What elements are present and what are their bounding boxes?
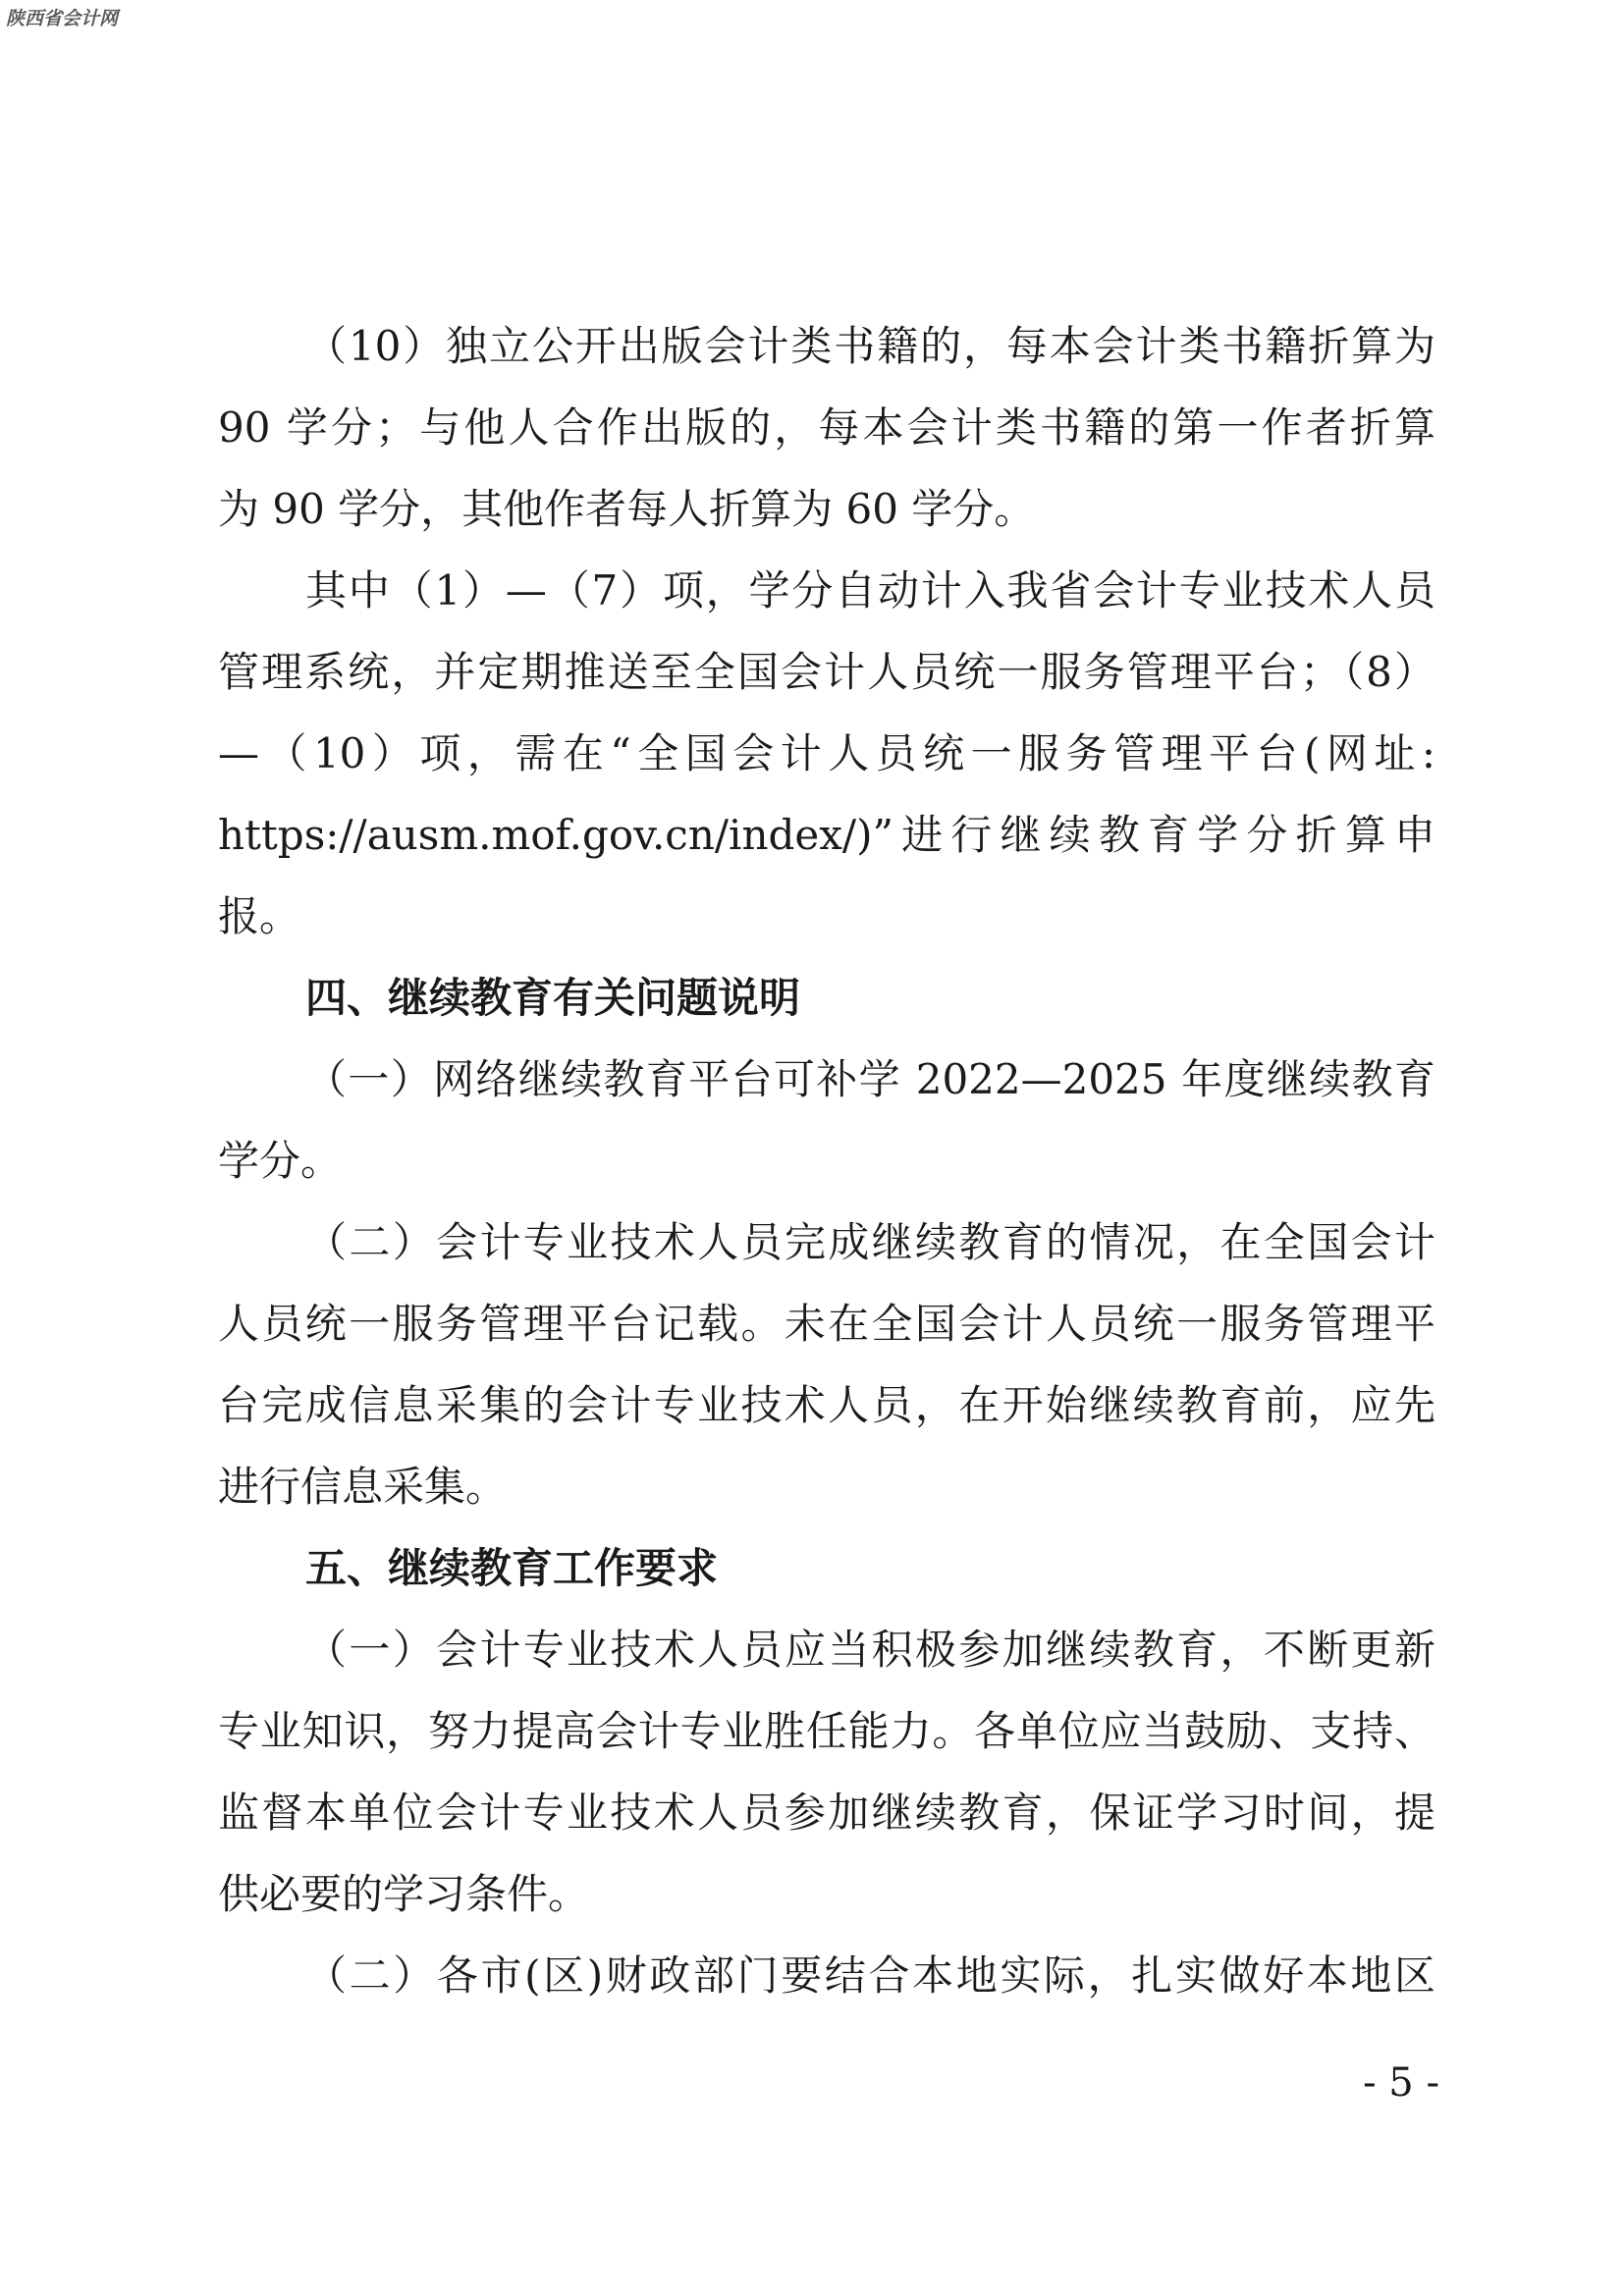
text-line: 专业知识，努力提高会计专业胜任能力。各单位应当鼓励、支持、 [218,1707,1435,1755]
section-four-item-2 [218,1201,1435,1527]
text-line: 管理系统，并定期推送至全国会计人员统一服务管理平台；（8） [218,648,1435,696]
text-line: 监督本单位会计专业技术人员参加继续教育，保证学习时间，提 [218,1789,1435,1837]
section-heading: 五、继续教育工作要求 [305,1544,719,1592]
text-line: 其中（1）—（7）项，学分自动计入我省会计专业技术人员 [305,566,1435,614]
text-line: （一）会计专业技术人员应当积极参加继续教育，不断更新 [305,1626,1435,1674]
text-line: https://ausm.mof.gov.cn/index/)”进行继续教育学分折算申 [218,811,1435,859]
text-line: —（10）项，需在“全国会计人员统一服务管理平台(网址: [218,729,1435,777]
text-line: （二）各市(区)财政部门要结合本地实际，扎实做好本地区 [305,1951,1435,2000]
text-line: 为 90 学分，其他作者每人折算为 60 学分。 [218,485,1036,533]
text-line: （一）网络继续教育平台可补学 2022—2025 年度继续教育 [305,1055,1435,1103]
section-five [218,1527,1435,2016]
section-four-item-1 [218,1039,1435,1201]
paragraph-credit-note [218,550,1435,957]
page-number: - 5 - [1363,2060,1439,2106]
section-heading: 四、继续教育有关问题说明 [305,974,801,1022]
text-line: 报。 [218,892,301,940]
section-four [218,957,1435,1527]
text-line: 台完成信息采集的会计专业技术人员，在开始继续教育前，应先 [218,1381,1435,1429]
section-five-item-2 [218,1935,1435,2016]
text-line: 学分。 [218,1137,343,1185]
section-five-item-1 [218,1609,1435,1935]
text-line: （二）会计专业技术人员完成继续教育的情况，在全国会计 [305,1218,1435,1266]
site-watermark: 陕西省会计网 [6,8,119,29]
text-line: 人员统一服务管理平台记载。未在全国会计人员统一服务管理平 [218,1300,1435,1348]
document-body [218,305,1435,2016]
text-line: 供必要的学习条件。 [218,1870,590,1918]
text-line: （10）独立公开出版会计类书籍的，每本会计类书籍折算为 [305,322,1435,370]
text-line: 90 学分；与他人合作出版的，每本会计类书籍的第一作者折算 [218,403,1435,452]
text-line: 进行信息采集。 [218,1463,508,1511]
paragraph-item-10 [218,305,1435,550]
